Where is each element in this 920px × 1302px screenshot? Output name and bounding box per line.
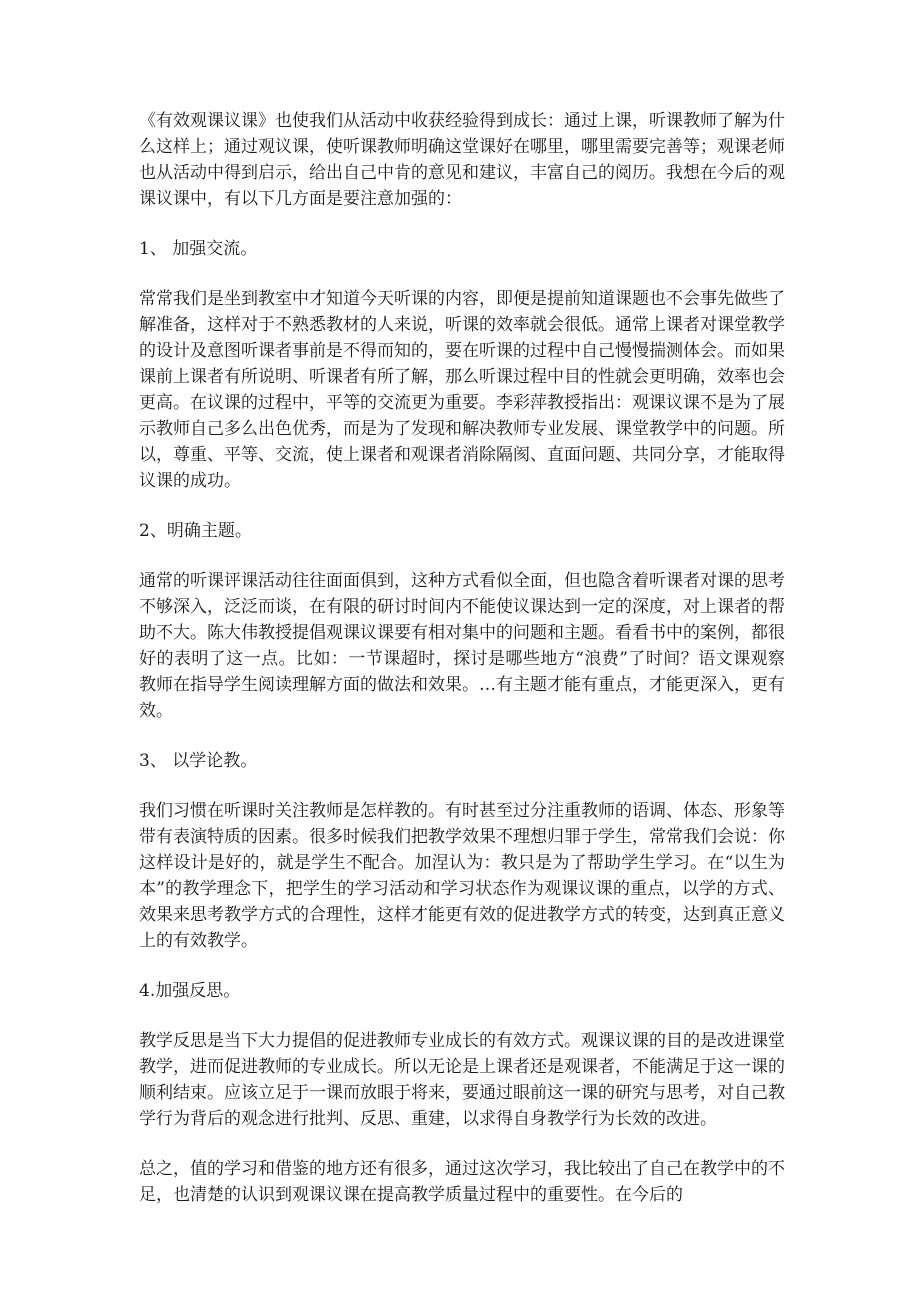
section-paragraph-2: 通常的听课评课活动往往面面俱到，这种方式看似全面，但也隐含着听课者对课的思考不够深入，泛泛而谈，在有限的研讨时间内不能使议课达到一定的深度，对上课者的帮助不大。陈大伟教授提倡观课议课要有相对集中的问题和主题。看看书中的案例，都很好的表明了这一点。比如：一节课超时，探讨是哪些地方“浪费”了时间？语文课观察教师在指导学生阅读理解方面的做法和效果。…有主题才能有重点，才能更深入，更有效。: [139, 571, 785, 721]
section-paragraph-3: 我们习惯在听课时关注教师是怎样教的。有时甚至过分注重教师的语调、体态、形象等带有表演特质的因素。很多时候我们把教学效果不理想归罪于学生，常常我们会说：你这样设计是好的，就是学生不配合。加涅认为：教只是为了帮助学生学习。在“以生为本”的教学理念下，把学生的学习活动和学习状态作为观课议课的重点，以学的方式、效果来思考教学方式的合理性，这样才能更有效的促进教学方式的转变，达到真正意义上的有效教学。: [139, 801, 785, 951]
document-body: [139, 108, 785, 1232]
section-paragraph-1: 常常我们是坐到教室中才知道今天听课的内容，即便是提前知道课题也不会事先做些了解准备，这样对于不熟悉教材的人来说，听课的效率就会很低。通常上课者对课堂教学的设计及意图听课者事前是不得而知的，要在听课的过程中自己慢慢揣测体会。而如果课前上课者有所说明、听课者有所了解，那么听课过程中目的性就会更明确，效率也会更高。在议课的过程中，平等的交流更为重要。李彩萍教授指出：观课议课不是为了展示教师自己多么出色优秀，而是为了发现和解决教师专业发展、课堂教学中的问题。所以，尊重、平等、交流，使上课者和观课者消除隔阂、直面问题、共同分享，才能取得议课的成功。: [139, 289, 785, 491]
section-heading-4: 4.加强反思。: [139, 981, 241, 1001]
section-heading-3: 3、 以学论教。: [139, 751, 258, 771]
intro-paragraph: 《有效观课议课》也使我们从活动中收获经验得到成长：通过上课，听课教师了解为什么这样上；通过观议课，使听课教师明确这堂课好在哪里，哪里需要完善等；观课老师也从活动中得到启示，给出自己中肯的意见和建议，丰富自己的阅历。我想在今后的观课议课中，有以下几方面是要注意加强的：: [139, 111, 785, 209]
section-heading-2: 2、明确主题。: [139, 521, 252, 541]
section-paragraph-4: 教学反思是当下大力提倡的促进教师专业成长的有效方式。观课议课的目的是改进课堂教学，进而促进教师的专业成长。所以无论是上课者还是观课者，不能满足于这一课的顺利结束。应该立足于一课而放眼于将来，要通过眼前这一课的研究与思考，对自己教学行为背后的观念进行批判、反思、重建，以求得自身教学行为长效的改进。: [139, 1031, 785, 1129]
section-heading-1: 1、 加强交流。: [139, 239, 258, 259]
conclusion-paragraph: 总之，值的学习和借鉴的地方还有很多，通过这次学习，我比较出了自己在教学中的不足，也清楚的认识到观课议课在提高教学质量过程中的重要性。在今后的: [139, 1159, 785, 1205]
